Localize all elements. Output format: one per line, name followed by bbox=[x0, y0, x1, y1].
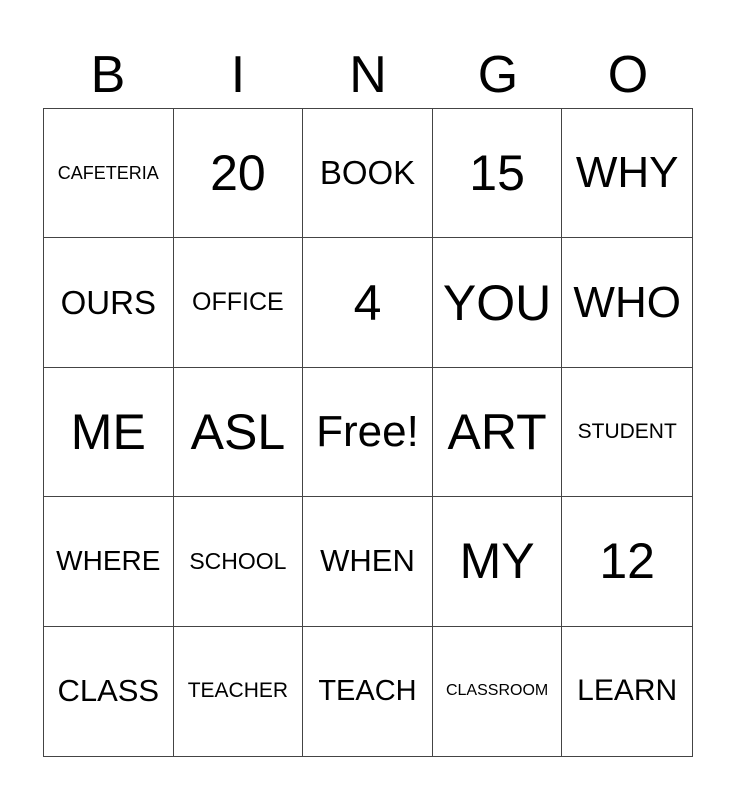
bingo-cell-r1-c1[interactable]: CAFETERIA bbox=[44, 109, 174, 238]
bingo-cell-r1-c2[interactable]: 20 bbox=[174, 109, 304, 238]
bingo-cell-r5-c3[interactable]: TEACH bbox=[303, 627, 433, 756]
bingo-cell-r2-c2[interactable]: OFFICE bbox=[174, 238, 304, 367]
header-letter-i: I bbox=[230, 46, 246, 104]
bingo-cell-r3-c1[interactable]: ME bbox=[44, 368, 174, 497]
bingo-cell-r5-c5[interactable]: LEARN bbox=[562, 627, 692, 756]
bingo-cell-r4-c2[interactable]: SCHOOL bbox=[174, 497, 304, 626]
free-space-cell[interactable]: Free! bbox=[303, 368, 433, 497]
header-letter-o: O bbox=[607, 46, 649, 104]
bingo-cell-r3-c5[interactable]: STUDENT bbox=[562, 368, 692, 497]
bingo-cell-r2-c3[interactable]: 4 bbox=[303, 238, 433, 367]
header-letter-b: B bbox=[90, 46, 126, 104]
bingo-cell-r2-c4[interactable]: YOU bbox=[433, 238, 563, 367]
bingo-cell-r3-c2[interactable]: ASL bbox=[174, 368, 304, 497]
bingo-cell-r5-c1[interactable]: CLASS bbox=[44, 627, 174, 756]
bingo-cell-r4-c1[interactable]: WHERE bbox=[44, 497, 174, 626]
bingo-cell-r2-c1[interactable]: OURS bbox=[44, 238, 174, 367]
bingo-cell-r3-c4[interactable]: ART bbox=[433, 368, 563, 497]
header-letter-n: N bbox=[349, 46, 387, 104]
bingo-cell-r2-c5[interactable]: WHO bbox=[562, 238, 692, 367]
bingo-cell-r4-c5[interactable]: 12 bbox=[562, 497, 692, 626]
bingo-cell-r5-c4[interactable]: CLASSROOM bbox=[433, 627, 563, 756]
bingo-cell-r4-c4[interactable]: MY bbox=[433, 497, 563, 626]
bingo-cell-r4-c3[interactable]: WHEN bbox=[303, 497, 433, 626]
bingo-header bbox=[43, 42, 693, 108]
bingo-cell-r1-c5[interactable]: WHY bbox=[562, 109, 692, 238]
bingo-cell-r5-c2[interactable]: TEACHER bbox=[174, 627, 304, 756]
bingo-board bbox=[43, 108, 693, 757]
bingo-cell-r1-c3[interactable]: BOOK bbox=[303, 109, 433, 238]
bingo-cell-r1-c4[interactable]: 15 bbox=[433, 109, 563, 238]
header-letter-g: G bbox=[477, 46, 519, 104]
